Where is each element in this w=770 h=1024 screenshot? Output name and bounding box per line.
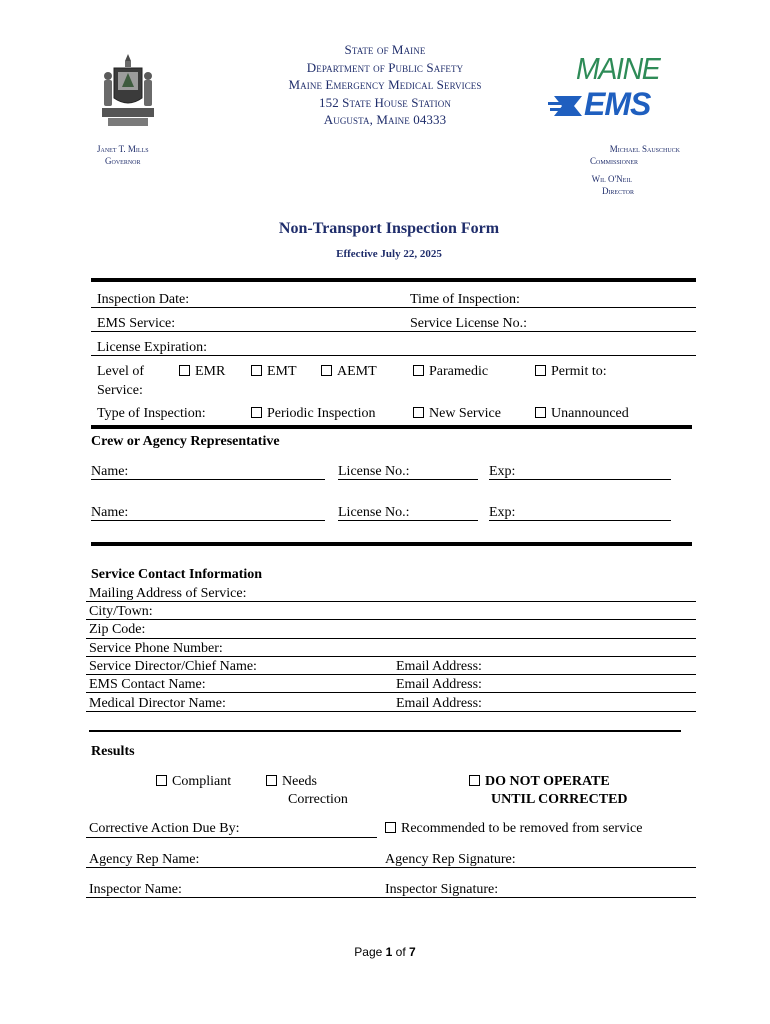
checkbox-icon: [179, 365, 190, 376]
results-heading: Results: [91, 744, 135, 759]
inspector-line[interactable]: [86, 897, 696, 898]
type-new-service-checkbox[interactable]: [413, 405, 501, 422]
page-number: [0, 945, 770, 959]
inspector-name-label: Inspector Name:: [89, 882, 182, 897]
agency-rep-signature-label: Agency Rep Signature:: [385, 852, 516, 867]
service-phone-label: Service Phone Number:: [89, 641, 223, 656]
corrective-action-label: Corrective Action Due By:: [89, 821, 240, 836]
do-not-operate-line1: DO NOT OPERATE: [485, 774, 610, 789]
zip-code-line[interactable]: [86, 638, 696, 639]
license-expiration-label: License Expiration:: [97, 340, 208, 355]
page-total: 7: [409, 945, 416, 959]
checkbox-icon: [469, 775, 480, 786]
seal-graphic: [98, 52, 158, 128]
checkbox-icon: [413, 407, 424, 418]
email-label: Email Address:: [396, 659, 482, 674]
inspection-time-label: Time of Inspection:: [410, 292, 520, 307]
checkbox-icon: [251, 365, 262, 376]
logo-ems-text: EMS: [584, 86, 651, 122]
maine-ems-logo: [548, 52, 673, 124]
city-town-label: City/Town:: [89, 604, 153, 619]
inspector-signature-label: Inspector Signature:: [385, 882, 499, 897]
city-town-line[interactable]: [86, 619, 696, 620]
crew-exp-label: Exp:: [489, 505, 516, 520]
page-word: Page: [354, 945, 383, 959]
street-address: 152 State House Station: [319, 94, 451, 110]
of-word: of: [395, 945, 406, 959]
ems-service-label: EMS Service:: [97, 316, 176, 331]
level-aemt-label: AEMT: [337, 364, 377, 379]
type-periodic-label: Periodic Inspection: [267, 406, 376, 421]
result-compliant-checkbox[interactable]: [156, 773, 231, 790]
recommended-removal-label: Recommended to be removed from service: [401, 821, 643, 836]
crew-name-label: Name:: [91, 505, 129, 520]
level-paramedic-label: Paramedic: [429, 364, 489, 379]
email-label: Email Address:: [396, 696, 482, 711]
corrective-action-line[interactable]: [86, 837, 377, 838]
agency-rep-name-label: Agency Rep Name:: [89, 852, 200, 867]
needs-label-line2: Correction: [288, 792, 348, 807]
logo-maine-text: MAINE: [576, 51, 660, 86]
type-unannounced-label: Unannounced: [551, 406, 629, 421]
crew-license-line[interactable]: [338, 479, 478, 480]
type-of-inspection-label: Type of Inspection:: [97, 406, 206, 421]
checkbox-icon: [156, 775, 167, 786]
ems-contact-line[interactable]: [86, 692, 696, 693]
crew-name-label: Name:: [91, 464, 129, 479]
crew-license-line[interactable]: [338, 520, 478, 521]
section-divider: [89, 730, 681, 732]
crew-heading: Crew or Agency Representative: [91, 434, 280, 449]
address-block: [230, 41, 540, 129]
level-of-service-label: [97, 363, 144, 399]
page-current: 1: [385, 945, 393, 959]
ems-contact-label: EMS Contact Name:: [89, 677, 206, 692]
level-emr-label: EMR: [195, 364, 226, 379]
crew-name-line[interactable]: [91, 479, 325, 480]
service-director-line[interactable]: [86, 674, 696, 675]
governor-title: Governor: [105, 156, 141, 166]
contact-heading: Service Contact Information: [91, 567, 263, 582]
form-title: Non-Transport Inspection Form: [278, 220, 500, 237]
crew-license-label: License No.:: [338, 505, 410, 520]
service-director-label: Service Director/Chief Name:: [89, 659, 257, 674]
level-aemt-checkbox[interactable]: [321, 363, 377, 380]
inspection-row-line: [91, 307, 696, 308]
mailing-address-label: Mailing Address of Service:: [89, 586, 247, 601]
level-permit-checkbox[interactable]: [535, 363, 607, 380]
do-not-operate-line2: UNTIL CORRECTED: [491, 792, 628, 807]
agency-rep-line[interactable]: [86, 867, 696, 868]
expiration-row-line: [91, 355, 696, 356]
crew-license-label: License No.:: [338, 464, 410, 479]
checkbox-icon: [535, 365, 546, 376]
recommended-removal-checkbox[interactable]: [385, 820, 642, 837]
service-license-label: Service License No.:: [410, 316, 528, 331]
result-compliant-label: Compliant: [172, 774, 232, 789]
level-emt-checkbox[interactable]: [251, 363, 297, 380]
level-permit-label: Permit to:: [551, 364, 607, 379]
state-name: State of Maine: [344, 42, 426, 57]
checkbox-icon: [251, 407, 262, 418]
checkbox-icon: [385, 822, 396, 833]
mailing-address-line[interactable]: [86, 601, 696, 602]
city-address: Augusta, Maine 04333: [323, 112, 447, 127]
director-title: Director: [601, 186, 634, 196]
service-phone-line[interactable]: [86, 656, 696, 657]
crew-exp-label: Exp:: [489, 464, 516, 479]
inspection-date-label: Inspection Date:: [97, 292, 190, 307]
governor-name: Janet T. Mills: [97, 144, 149, 154]
level-label-line1: Level of: [97, 364, 145, 379]
state-seal: [98, 52, 158, 128]
agency-name: Maine Emergency Medical Services: [288, 77, 482, 92]
effective-date: Effective July 22, 2025: [336, 248, 442, 260]
crew-name-line[interactable]: [91, 520, 325, 521]
checkbox-icon: [266, 775, 277, 786]
type-periodic-checkbox[interactable]: [251, 405, 375, 422]
section-divider: [91, 542, 692, 546]
type-unannounced-checkbox[interactable]: [535, 405, 629, 422]
governor-block: [97, 143, 217, 167]
email-label: Email Address:: [396, 677, 482, 692]
commissioner-block: [540, 143, 680, 197]
section-divider: [91, 278, 696, 282]
level-label-line2: Service:: [97, 383, 143, 398]
crew-exp-line[interactable]: [489, 520, 671, 521]
level-paramedic-checkbox[interactable]: [413, 363, 488, 380]
checkbox-icon: [535, 407, 546, 418]
medical-director-line[interactable]: [86, 711, 696, 712]
result-do-not-operate-checkbox[interactable]: [469, 773, 628, 808]
crew-exp-line[interactable]: [489, 479, 671, 480]
director-name: Wil O'Neil: [591, 174, 632, 184]
commissioner-name: Michael Sauschuck: [609, 144, 680, 154]
medical-director-label: Medical Director Name:: [89, 696, 226, 711]
service-row-line: [91, 331, 696, 332]
checkbox-icon: [413, 365, 424, 376]
checkbox-icon: [321, 365, 332, 376]
zip-code-label: Zip Code:: [89, 622, 146, 637]
commissioner-title: Commissioner: [589, 156, 638, 166]
result-needs-correction-checkbox[interactable]: [266, 773, 348, 808]
level-emr-checkbox[interactable]: [179, 363, 225, 380]
department-name: Department of Public Safety: [306, 59, 464, 75]
type-new-service-label: New Service: [429, 406, 501, 421]
level-emt-label: EMT: [267, 364, 297, 379]
needs-label-line1: Needs: [282, 774, 317, 789]
section-divider: [91, 425, 692, 429]
